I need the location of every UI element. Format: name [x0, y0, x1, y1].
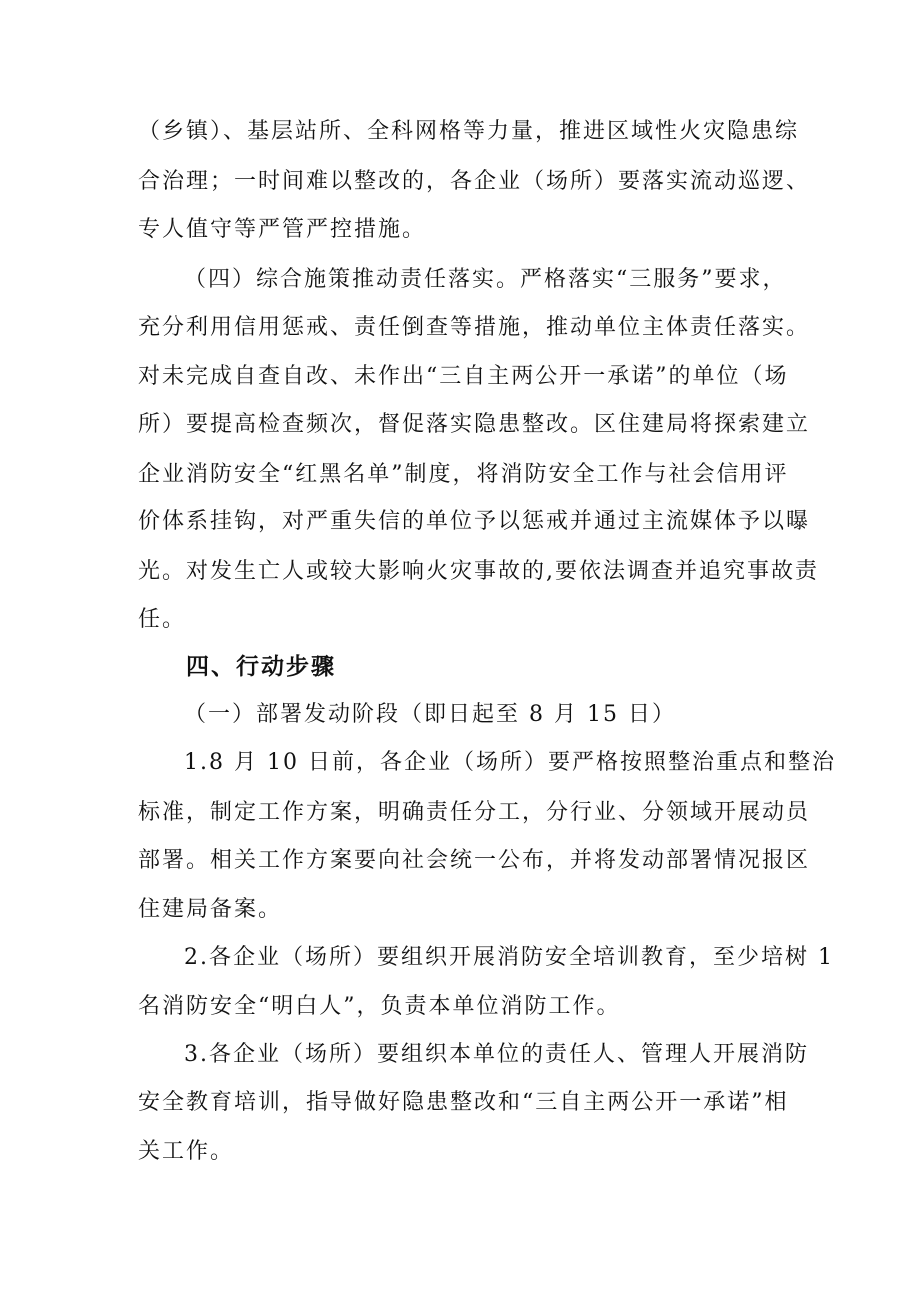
text-line: （乡镇）、基层站所、全科网格等力量，推进区域性火灾隐患综	[138, 119, 800, 144]
list-item-2-line: 2.各企业（场所）要组织开展消防安全培训教育，至少培树 1	[184, 945, 834, 970]
list-item-1-line: 1.8 月 10 日前，各企业（场所）要严格按照整治重点和整治	[184, 750, 836, 775]
text-line: 价体系挂钩，对严重失信的单位予以惩戒并通过主流媒体予以曝	[138, 509, 811, 534]
text-line: 对未完成自查自改、未作出“三自主两公开一承诺”的单位（场	[138, 364, 789, 389]
text-line: 名消防安全“明白人”，负责本单位消防工作。	[138, 994, 621, 1019]
text-line: 企业消防安全“红黑名单”制度，将消防安全工作与社会信用评	[138, 462, 789, 487]
text-line: 任。	[138, 607, 187, 632]
text-line: 标准，制定工作方案，明确责任分工，分行业、分领域开展动员	[138, 800, 811, 825]
text-line: 专人值守等严管严控措施。	[138, 217, 427, 242]
text-line: 部署。相关工作方案要向社会统一公布，并将发动部署情况报区	[138, 848, 811, 873]
text-line: 充分利用信用惩戒、责任倒查等措施，推动单位主体责任落实。	[138, 315, 811, 340]
text-line: 光。对发生亡人或较大影响火灾事故的,要依法调查并追究事故责	[138, 559, 819, 584]
text-line: 合治理；一时间难以整改的，各企业（场所）要落实流动巡逻、	[138, 169, 811, 194]
text-line: 住建局备案。	[138, 897, 283, 922]
subsection-heading: （一）部署发动阶段（即日起至 8 月 15 日）	[184, 702, 676, 727]
text-line: 所）要提高检查频次，督促落实隐患整改。区住建局将探索建立	[138, 412, 811, 437]
text-line: 关工作。	[138, 1139, 235, 1164]
section-heading: 四、行动步骤	[186, 654, 336, 680]
section-paragraph-line: （四）综合施策推动责任落实。严格落实“三服务”要求，	[184, 267, 787, 292]
text-line: 安全教育培训，指导做好隐患整改和“三自主两公开一承诺”相	[138, 1090, 789, 1115]
list-item-3-line: 3.各企业（场所）要组织本单位的责任人、管理人开展消防	[184, 1042, 809, 1067]
